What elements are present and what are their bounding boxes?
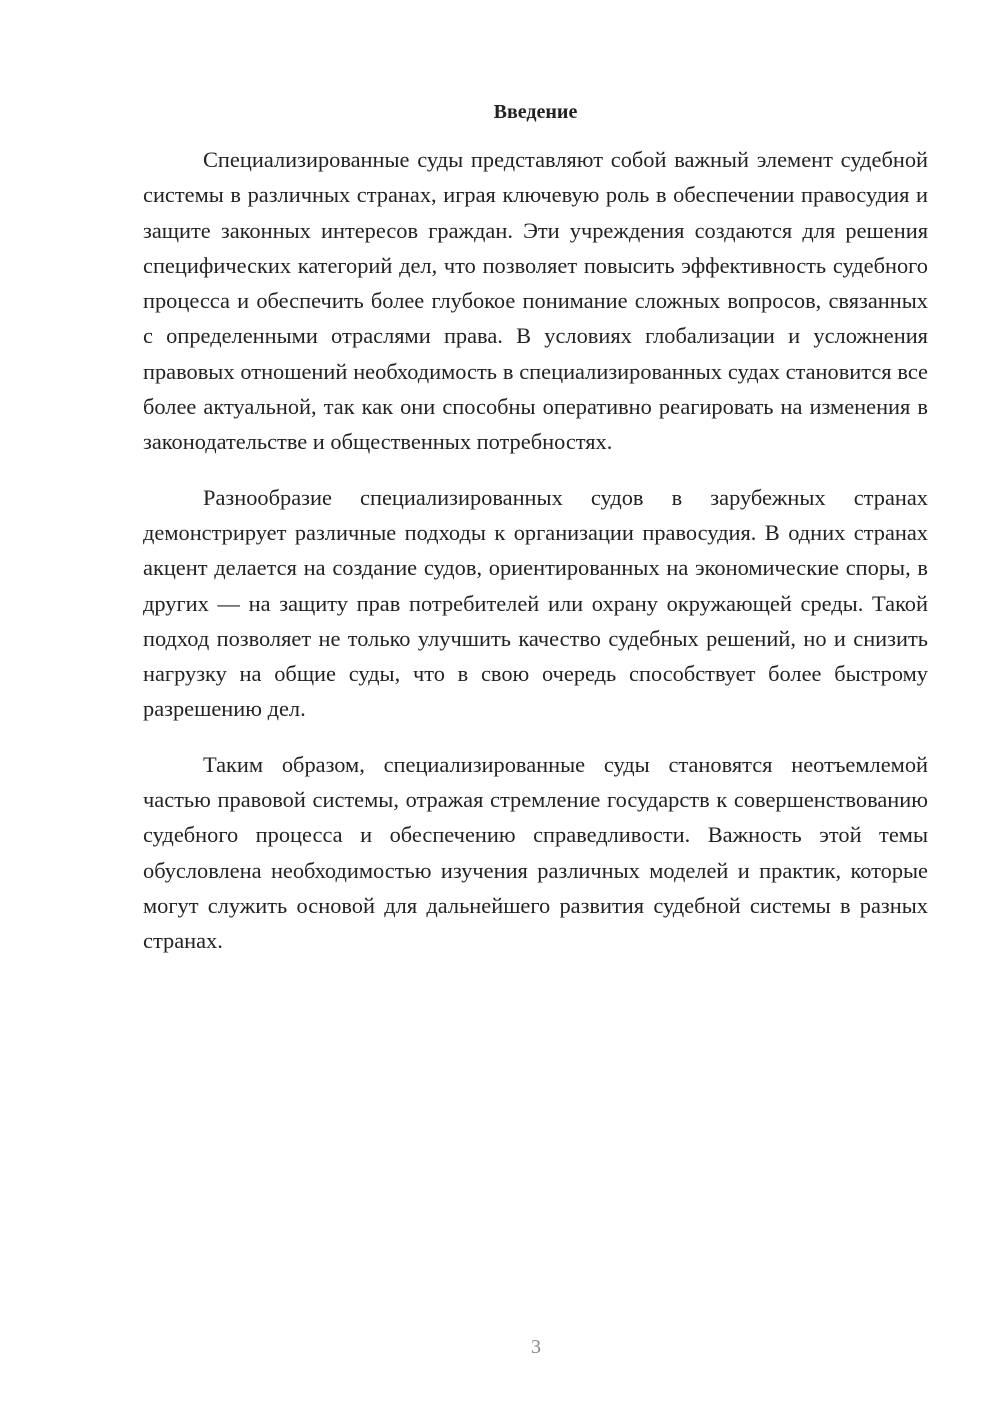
paragraph-1: Специализированные суды представляют собой важный элемент судебной системы в различных странах, играя ключевую роль в обеспечении правосудия и защите законных интересов граждан. Эти учреждения создаются для решения специфических категорий дел, что позволяет повысить эффективность судебного процесса и обеспечить более глубокое понимание сложных вопросов, связанных с определенными отраслями права. В условиях глобализации и усложнения правовых отношений необходимость в специализированных судах становится все более актуальной, так как они способны оперативно реагировать на изменения в законодательстве и общественных потребностях.	[143, 147, 928, 455]
paragraph-2: Разнообразие специализированных судов в зарубежных странах демонстрирует различные подходы к организации правосудия. В одних странах акцент делается на создание судов, ориентированных на экономические споры, в других — на защиту прав потребителей или охрану окружающей среды. Такой подход позволяет не только улучшить качество судебных решений, но и снизить нагрузку на общие суды, что в свою очередь способствует более быстрому разрешению дел.	[143, 484, 928, 722]
paragraph-3: Таким образом, специализированные суды становятся неотъемлемой частью правовой системы, отражая стремление государств к совершенствованию судебного процесса и обеспечению справедливости. Важность этой темы обусловлена необходимостью изучения различных моделей и практик, которые могут служить основой для дальнейшего развития судебной системы в разных странах.	[143, 751, 928, 954]
section-title: Введение	[493, 101, 578, 123]
body-text	[143, 142, 928, 959]
page-number: 3	[531, 1336, 541, 1358]
